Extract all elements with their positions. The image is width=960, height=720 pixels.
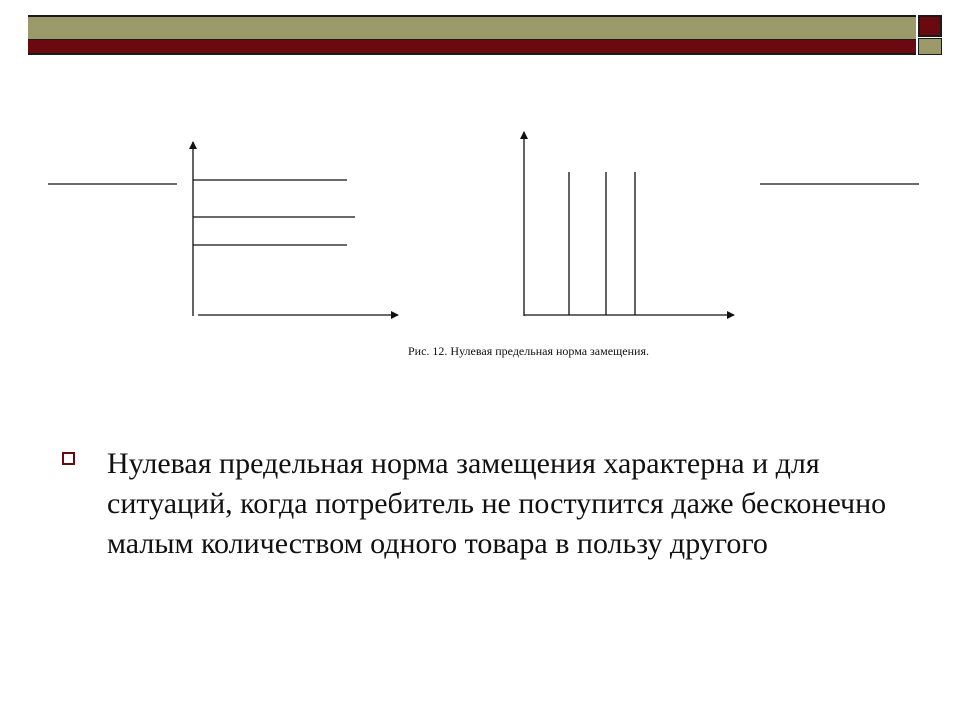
corner-maroon-square [918,15,942,37]
bullet-text: Нулевая предельная норма замещения характерна и для ситуаций, когда потребитель не поступится даже бесконечно малым количеством одного товара в пользу другого [107,447,887,560]
indifference-curves-figure [0,120,960,340]
header-olive-stripe [28,17,916,40]
corner-olive-square [918,38,942,55]
left-graph [193,142,398,316]
figure-caption: Рис. 12. Нулевая предельная норма замещения. [408,344,649,358]
right-graph [524,132,734,316]
header-maroon-stripe [28,40,916,53]
hollow-square-bullet-icon [62,452,75,465]
header-band [28,15,916,55]
